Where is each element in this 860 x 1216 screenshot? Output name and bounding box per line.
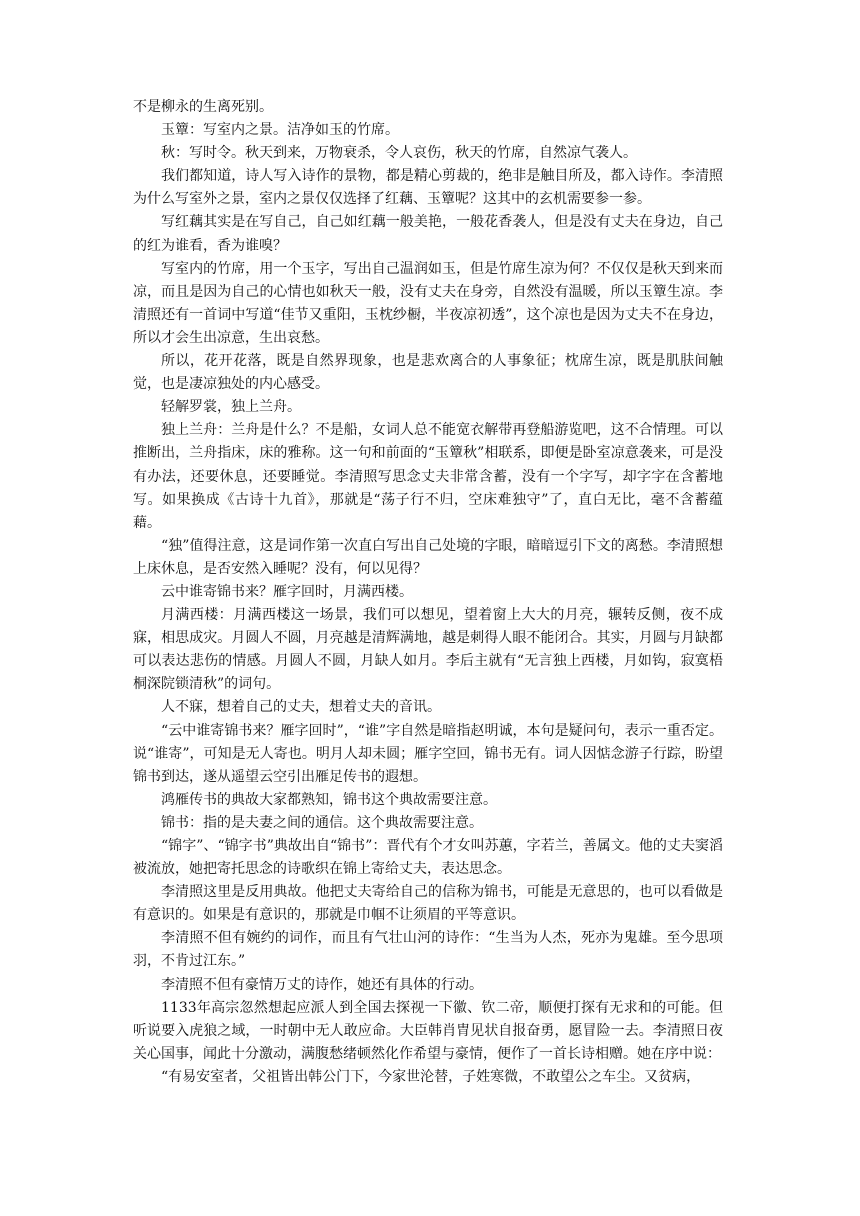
paragraph-3: 秋：写时令。秋天到来，万物衰杀，令人哀伤，秋天的竹席，自然凉气袭人。 — [161, 145, 637, 162]
paragraph-10: “独”值得注意，这是词作第一次直白写出自己处境的字眼，暗暗逗引下文的离愁。李清照想上床休息，是否安然入睡呢？没有，何以见得？ — [133, 537, 723, 577]
paragraph-19: 李清照不但有婉约的词作，而且有气壮山河的诗作：“生当为人杰，死亦为鬼雄。至今思项羽，不肯过江东。” — [133, 930, 723, 970]
paragraph-7: 所以，花开花落，既是自然界现象，也是悲欢离合的人事象征；枕席生凉，既是肌肤间触觉，也是凄凉独处的内心感受。 — [133, 353, 723, 393]
paragraph-1: 不是柳永的生离死别。 — [133, 99, 273, 115]
paragraph-14: “云中谁寄锦书来？雁字回时”，“谁”字自然是暗指赵明诚，本句是疑问句，表示一重否定。说“谁寄”，可知是无人寄也。明月人却未圆；雁字空回，锦书无有。词人因惦念游子行踪，盼望锦书到达，遂从遥望云空引出雁足传书的遐想。 — [133, 722, 723, 785]
paragraph-20: 李清照不但有豪情万丈的诗作，她还有具体的行动。 — [161, 976, 483, 993]
paragraph-22: “有易安室者，父祖皆出韩公门下，今家世沦替，子姓寒微，不敢望公之车尘。又贫病， — [161, 1068, 701, 1085]
paragraph-17: “锦字”、“锦字书”典故出自“锦书”：晋代有个才女叫苏蕙，字若兰，善属文。他的丈夫窦滔被流放，她把寄托思念的诗歌织在锦上寄给丈夫，表达思念。 — [133, 838, 723, 878]
paragraph-2: 玉簟：写室内之景。洁净如玉的竹席。 — [161, 122, 399, 139]
paragraph-9: 独上兰舟：兰舟是什么？不是船，女词人总不能宽衣解带再登船游览吧，这不合情理。可以推断出，兰舟指床，床的雅称。这一句和前面的“玉簟秋”相联系，即便是卧室凉意袭来，可是没有办法，还要休息，还要睡觉。李清照写思念丈夫非常含蓄，没有一个字写，却字字在含蓄地写。如果换成《古诗十九首》，那就是“荡子行不归，空床难独守”了，直白无比，毫不含蓄蕴藉。 — [133, 422, 723, 531]
paragraph-13: 人不寐，想着自己的丈夫，想着丈夫的音讯。 — [161, 699, 441, 716]
paragraph-16: 锦书：指的是夫妻之间的通信。这个典故需要注意。 — [161, 814, 483, 831]
paragraph-15: 鸿雁传书的典故大家都熟知，锦书这个典故需要注意。 — [161, 791, 497, 808]
document-page — [133, 96, 723, 1089]
paragraph-5: 写红藕其实是在写自己，自己如红藕一般美艳，一般花香袭人，但是没有丈夫在身边，自己的红为谁看，香为谁嗅？ — [133, 214, 723, 254]
paragraph-21: 1133年高宗忽然想起应派人到全国去探视一下徽、钦二帝，顺便打探有无求和的可能。但听说要入虎狼之域，一时朝中无人敢应命。大臣韩肖胄见状自报奋勇，愿冒险一去。李清照日夜关心国事，闻此十分激动，满腹愁绪顿然化作希望与豪情，便作了一首长诗相赠。她在序中说： — [133, 999, 723, 1062]
paragraph-12: 月满西楼：月满西楼这一场景，我们可以想见，望着窗上大大的月亮，辗转反侧，夜不成寐，相思成灾。月圆人不圆，月亮越是清辉满地，越是刺得人眼不能闭合。其实，月圆与月缺都可以表达悲伤的情感。月圆人不圆，月缺人如月。李后主就有“无言独上西楼，月如钩，寂寞梧桐深院锁清秋”的词句。 — [133, 607, 723, 693]
paragraph-8: 轻解罗裳，独上兰舟。 — [161, 399, 301, 416]
paragraph-18: 李清照这里是反用典故。他把丈夫寄给自己的信称为锦书，可能是无意思的，也可以看做是有意识的。如果是有意识的，那就是巾帼不让须眉的平等意识。 — [133, 884, 723, 924]
paragraph-4: 我们都知道，诗人写入诗作的景物，都是精心剪裁的，绝非是触目所及，都入诗作。李清照为什么写室外之景，室内之景仅仅选择了红藕、玉簟呢？这其中的玄机需要参一参。 — [133, 168, 723, 208]
paragraph-11: 云中谁寄锦书来？雁字回时，月满西楼。 — [161, 583, 413, 600]
paragraph-6: 写室内的竹席，用一个玉字，写出自己温润如玉，但是竹席生凉为何？不仅仅是秋天到来而凉，而且是因为自己的心情也如秋天一般，没有丈夫在身旁，自然没有温暖，所以玉簟生凉。李清照还有一首词中写道“佳节又重阳，玉枕纱橱，半夜凉初透”，这个凉也是因为丈夫不在身边，所以才会生出凉意，生出哀愁。 — [133, 260, 723, 346]
